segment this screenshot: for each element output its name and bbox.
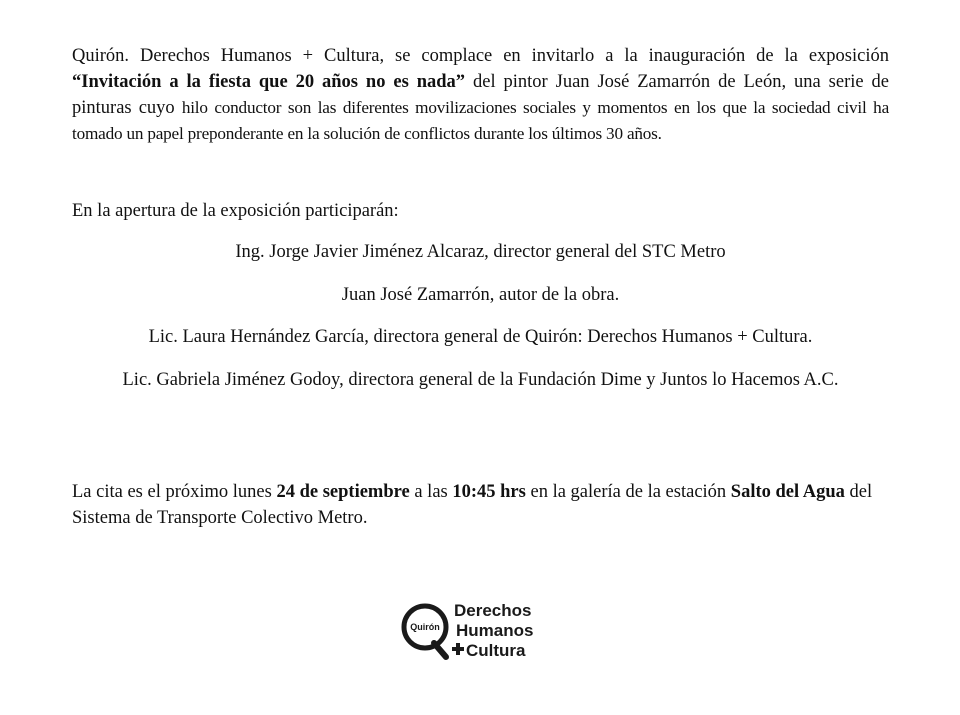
- intro-paragraph: [72, 43, 889, 147]
- intro-text-3: hilo conductor son las diferentes movilizaciones sociales y momentos en los que la sociedad civil ha tomado un papel preponderante en la solución de conflictos durante los últimos 30 años.: [72, 98, 889, 143]
- participant-item: Lic. Laura Hernández García, directora general de Quirón: Derechos Humanos + Cultura.: [148, 327, 813, 347]
- appointment-text-4: del Sistema de Transporte Colectivo Metro.: [72, 482, 873, 528]
- plus-icon: [452, 643, 464, 655]
- logo-line-cultura: Cultura: [466, 641, 526, 660]
- logo-line-humanos: Humanos: [456, 621, 534, 640]
- appointment-time: 10:45 hrs: [452, 482, 526, 502]
- logo-line-derechos: Derechos: [454, 601, 532, 620]
- quiron-logo-mark: [400, 598, 550, 662]
- participant-item: Ing. Jorge Javier Jiménez Alcaraz, director general del STC Metro: [235, 242, 726, 262]
- appointment-station: Salto del Agua: [730, 482, 845, 502]
- participant-item: Lic. Gabriela Jiménez Godoy, directora general de la Fundación Dime y Juntos lo Hacemos A.C.: [122, 370, 839, 390]
- participant-item: Juan José Zamarrón, autor de la obra.: [341, 285, 620, 305]
- exhibition-title: “Invitación a la fiesta que 20 años no es nada”: [72, 72, 466, 92]
- intro-text-1: Quirón. Derechos Humanos + Cultura, se complace en invitarlo a la inauguración de la exposición: [72, 46, 889, 66]
- opening-lead: En la apertura de la exposición participarán:: [72, 201, 399, 221]
- appointment-text-2: a las: [409, 482, 453, 502]
- appointment-text-3: en la galería de la estación: [525, 482, 731, 502]
- intro-text-2: del pintor Juan José Zamarrón de León, una serie de pinturas cuyo: [72, 72, 889, 118]
- appointment-date: 24 de septiembre: [276, 482, 410, 502]
- logo-mark-text: Quirón: [410, 622, 440, 632]
- appointment-text-1: La cita es el próximo lunes: [72, 482, 277, 502]
- quiron-logo: [400, 598, 550, 662]
- appointment-paragraph: [72, 479, 889, 531]
